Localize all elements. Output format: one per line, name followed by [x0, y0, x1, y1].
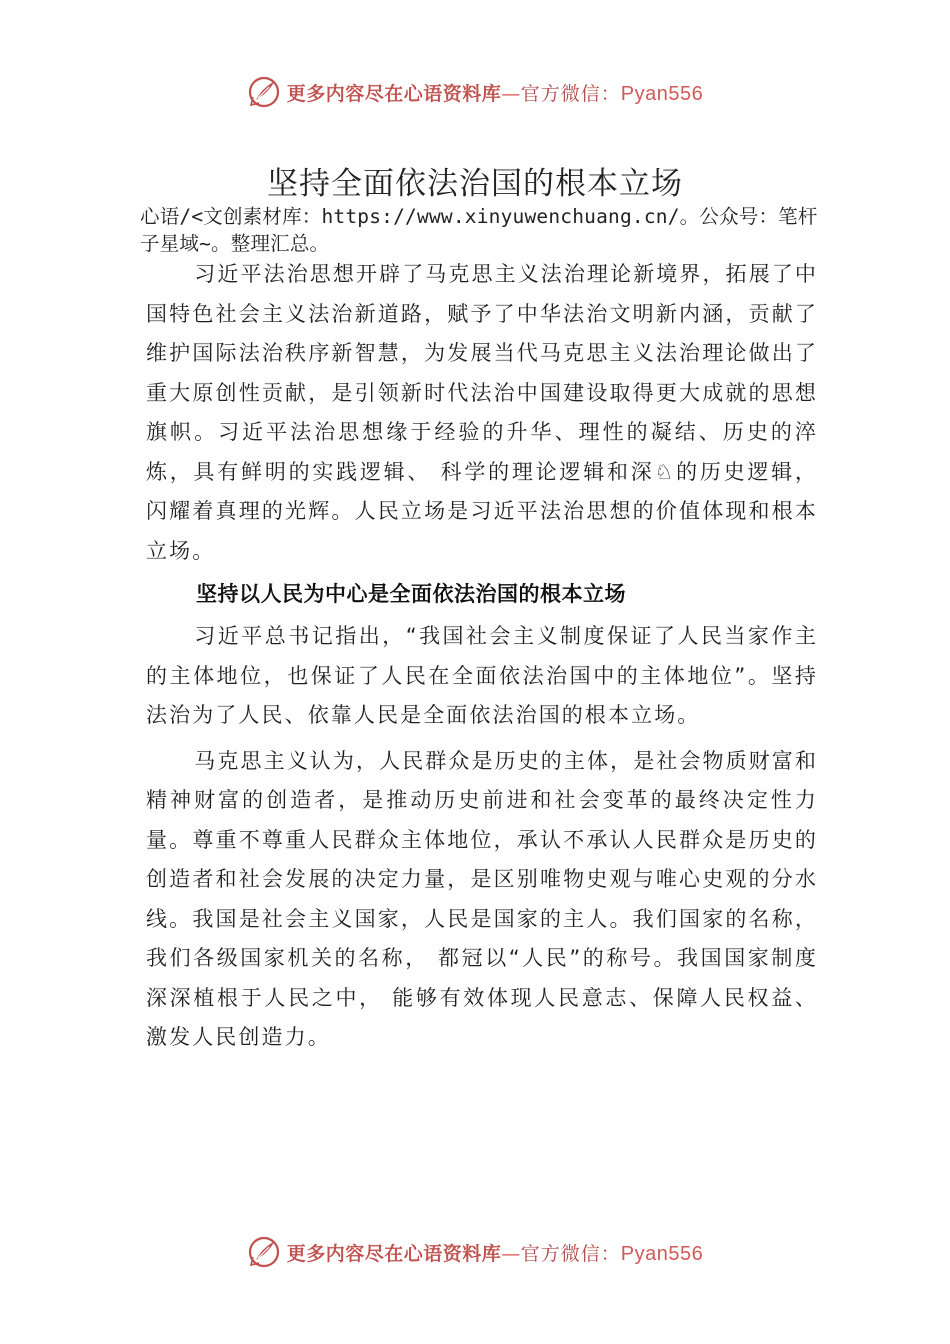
banner-separator: —	[501, 82, 521, 105]
body-paragraph: 习近平法治思想开辟了马克思主义法治理论新境界，拓展了中国特色社会主义法治新道路，赋予了中华法治文明新内涵，贡献了维护国际法治秩序新智慧，为发展当代马克思主义法治理论做出了重大原创性贡献，是引领新时代法治中国建设取得更大成就的思想旗帜。习近平法治思想缘于经验的升华、理性的凝结、历史的淬炼，具有鲜明的实践逻辑、 科学的理论逻辑和深♘的历史逻辑，闪耀着真理的光辉。人民立场是习近平法治思想的价值体现和根本立场。	[146, 262, 818, 563]
section-heading: 坚持以人民为中心是全面依法治国的根本立场	[196, 582, 626, 606]
banner-separator: —	[501, 1242, 521, 1265]
document-title: 坚持全面依法治国的根本立场	[267, 166, 683, 202]
body-paragraph: 马克思主义认为，人民群众是历史的主体，是社会物质财富和精神财富的创造者，是推动历史前进和社会变革的最终决定性力量。尊重不尊重人民群众主体地位，承认不承认人民群众是历史的创造者和社会发展的决定力量，是区别唯物史观与唯心史观的分水线。我国是社会主义国家，人民是国家的主人。我们国家的名称，我们各级国家机关的名称， 都冠以“人民”的称号。我国国家制度深深植根于人民之中， 能够有效体现人民意志、保障人民权益、激发人民创造力。	[146, 748, 818, 1049]
banner-wechat-label: 官方微信：	[520, 1242, 621, 1265]
source-note: 心语/<文创素材库：https://www.xinyuwenchuang.cn/。公众号：笔杆子星域~。整理汇总。	[140, 205, 818, 255]
document-body	[146, 255, 818, 1058]
header-banner	[0, 70, 950, 114]
banner-main-text: 更多内容尽在心语资料库	[286, 82, 502, 105]
feather-circle-logo-icon	[247, 1235, 281, 1269]
banner-wechat-id: Pyan556	[620, 82, 704, 105]
body-paragraph: 习近平总书记指出，“我国社会主义制度保证了人民当家作主的主体地位，也保证了人民在全面依法治国中的主体地位”。坚持法治为了人民、依靠人民是全面依法治国的根本立场。	[146, 624, 818, 727]
banner-text	[287, 79, 704, 106]
banner-text	[287, 1239, 704, 1266]
footer-banner	[0, 1230, 950, 1274]
banner-main-text: 更多内容尽在心语资料库	[286, 1242, 502, 1265]
banner-wechat-label: 官方微信：	[520, 82, 621, 105]
feather-circle-logo-icon	[247, 75, 281, 109]
banner-wechat-id: Pyan556	[620, 1242, 704, 1265]
